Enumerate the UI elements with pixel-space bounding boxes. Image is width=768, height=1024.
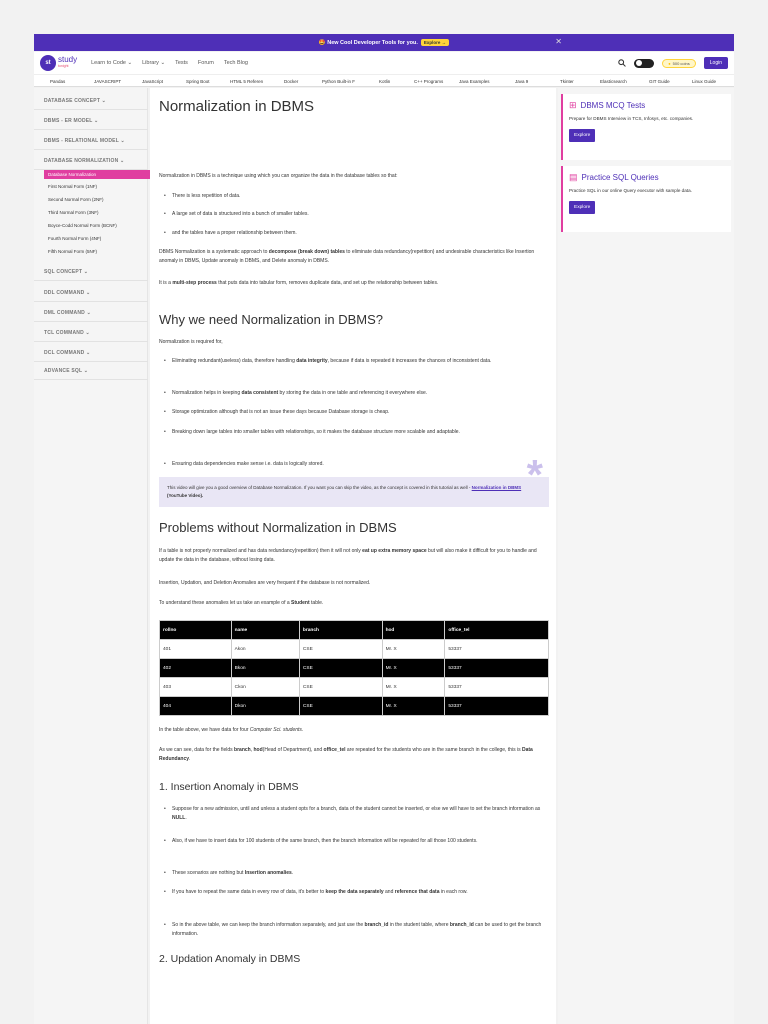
topic-link[interactable]: HTML 5 Referen <box>230 79 264 84</box>
list-item: • A large set of data is structured into a bunch of smaller tables. <box>164 210 549 219</box>
mcq-tests-card <box>561 94 731 160</box>
table-row: 404 Dkon CSE Mr. X 53337 <box>160 697 549 716</box>
top-navbar <box>34 52 734 74</box>
table-header: name <box>231 621 299 640</box>
search-icon[interactable] <box>618 59 626 67</box>
asterisk-icon: * <box>526 451 543 498</box>
topic-bar <box>34 74 734 87</box>
sidebar-section-ddl[interactable]: DDL COMMAND ⌄ <box>44 290 144 296</box>
nav-tech-blog[interactable]: Tech Blog <box>223 60 248 66</box>
topic-link[interactable]: Python Built-in F <box>322 79 356 84</box>
card-title[interactable]: Practice SQL Queries <box>581 173 659 182</box>
heading-updation-anomaly: 2. Updation Anomaly in DBMS <box>159 953 301 965</box>
page-title: Normalization in DBMS <box>159 98 315 115</box>
table-row: 402 Bkon CSE Mr. X 53337 <box>160 659 549 678</box>
student-table <box>159 620 549 716</box>
table-header: office_tel <box>445 621 549 640</box>
logo-mark: st <box>40 55 56 71</box>
list-item: • Breaking down large tables into smaller tables with relationships, so it makes the database structure more scalable and adaptable. <box>164 428 549 437</box>
grid-icon: ⊞ <box>569 100 577 110</box>
sidebar-section-sql-concept[interactable]: SQL CONCEPT ⌄ <box>44 269 144 275</box>
right-sidebar <box>558 88 734 1024</box>
heading-problems: Problems without Normalization in DBMS <box>159 520 397 535</box>
explore-mcq-button[interactable]: Explore <box>569 129 595 142</box>
sidebar-item-database-normalization[interactable]: Database Normalization <box>44 170 176 179</box>
sidebar-section-tcl[interactable]: TCL COMMAND ⌄ <box>44 330 144 336</box>
paragraph: Normalization is required for, <box>159 339 223 345</box>
explore-sql-button[interactable]: Explore <box>569 201 595 214</box>
nav-right-controls <box>618 57 728 69</box>
sidebar-section-normalization[interactable]: DATABASE NORMALIZATION ⌄ <box>44 158 144 164</box>
table-row: 403 Ckon CSE Mr. X 53337 <box>160 678 549 697</box>
topic-link[interactable]: JavaScript <box>142 79 164 84</box>
sidebar-item-3nf[interactable]: Third Normal Form (3NF) <box>48 210 99 215</box>
intro-paragraph: Normalization in DBMS is a technique using which you can organize the data in the database tables so that: <box>159 173 398 179</box>
topic-link[interactable]: Linux Guide <box>692 79 717 84</box>
topic-link[interactable]: Java 9 <box>515 79 529 84</box>
list-item: • There is less repetition of data. <box>164 192 549 201</box>
topic-link[interactable]: Elasticsearch <box>600 79 627 84</box>
close-icon[interactable]: ✕ <box>555 37 562 46</box>
logo-wordmark: study tonight <box>58 55 78 68</box>
sidebar-section-relational-model[interactable]: DBMS - RELATIONAL MODEL ⌄ <box>44 138 144 144</box>
article <box>150 88 556 1024</box>
topic-link[interactable]: JAVASCRIPT <box>94 79 122 84</box>
sidebar-section-database-concept[interactable]: DATABASE CONCEPT ⌄ <box>44 98 144 104</box>
list-item: • Normalization helps in keeping data consistent by storing the data in one table and referencing it everywhere else. <box>164 389 549 398</box>
list-item: • If you have to repeat the same data in every row of data, it's better to keep the data separately and reference that data in each row. <box>164 888 549 897</box>
paragraph: It is a multi-step process that puts data into tabular form, removes duplicate data, and set up the relationship between tables. <box>159 280 439 286</box>
sidebar-section-er-model[interactable]: DBMS - ER MODEL ⌄ <box>44 118 144 124</box>
sidebar-item-1nf[interactable]: First Normal Form (1NF) <box>48 184 97 189</box>
promo-explore-button[interactable]: Explore → <box>421 39 449 46</box>
card-description: Prepare for DBMS Interview in TCS, Infosys, etc. companies. <box>569 116 694 121</box>
table-header: branch <box>299 621 382 640</box>
sidebar-item-4nf[interactable]: Fourth Normal Form (4NF) <box>48 236 102 241</box>
promo-text: 🤩 New Cool Developer Tools for you. <box>318 39 418 46</box>
list-item: • Ensuring data dependencies make sense i.e. data is logically stored. <box>164 460 549 469</box>
topic-link[interactable]: Tkinter <box>560 79 574 84</box>
topic-link[interactable]: C++ Programs <box>414 79 444 84</box>
sidebar-item-5nf[interactable]: Fifth Normal Form (5NF) <box>48 249 98 254</box>
sidebar-item-bcnf[interactable]: Boyce-Codd Normal Form (BCNF) <box>48 223 117 228</box>
theme-toggle[interactable] <box>634 59 654 68</box>
topic-link[interactable]: Docker <box>284 79 299 84</box>
list-item: • Storage optimization although that is not an issue these days because Database storage is cheap. <box>164 408 549 417</box>
heading-why-normalization: Why we need Normalization in DBMS? <box>159 312 383 327</box>
list-item: • These scenarios are nothing but Insertion anomalies. <box>164 869 549 878</box>
paragraph: If a table is not properly normalized and has data redundancy(repetition) then it will not only eat up extra memory space but will also make it difficult for you to handle and update the data in the database, without losing data. <box>159 548 537 563</box>
site-logo[interactable] <box>40 55 77 71</box>
card-title[interactable]: DBMS MCQ Tests <box>580 101 646 110</box>
topic-link[interactable]: Spring Boot <box>186 79 210 84</box>
topic-link[interactable]: Java Examples <box>459 79 490 84</box>
paragraph: To understand these anomalies let us take an example of a Student table. <box>159 600 324 606</box>
topic-link[interactable]: Pandas <box>50 79 66 84</box>
card-description: Practice SQL in our online Query executor with sample data. <box>569 188 692 193</box>
left-sidebar <box>34 88 148 1024</box>
list-item: • Also, if we have to insert data for 100 students of the same branch, then the branch information will be repeated for all those 100 students. <box>164 837 549 846</box>
topic-link[interactable]: Kotlin <box>379 79 391 84</box>
table-header: hod <box>382 621 445 640</box>
paragraph: As we can see, data for the fields branch, hod(Head of Department), and office_tel are repeated for the students who are in the same branch in the college, this is Data Redundancy. <box>159 747 533 762</box>
sidebar-item-2nf[interactable]: Second Normal Form (2NF) <box>48 197 104 202</box>
login-button[interactable]: Login <box>704 57 728 69</box>
paragraph: DBMS Normalization is a systematic approach to decompose (break down) tables to eliminate data redundancy(repetition) and undesirable characteristics like Insertion anomaly in DBMS, Update anomaly in DBMS, and Delete anomaly in DBMS. <box>159 249 535 264</box>
sidebar-section-dcl[interactable]: DCL COMMAND ⌄ <box>44 350 144 356</box>
sidebar-section-dml[interactable]: DML COMMAND ⌄ <box>44 310 144 316</box>
sidebar-section-advance-sql[interactable]: ADVANCE SQL ⌄ <box>44 368 144 374</box>
heading-insertion-anomaly: 1. Insertion Anomaly in DBMS <box>159 781 299 793</box>
document-icon: ▤ <box>569 172 578 182</box>
video-link[interactable]: Normalization in DBMS <box>471 485 522 490</box>
nav-tests[interactable]: Tests <box>175 60 188 66</box>
video-note: This video will give you a good overview of Database Normalization. If you want you can skip the video, as the concept is covered in this tutorial as well - Normalization in DBMS (YouTube Video). * <box>159 477 549 507</box>
paragraph: Insertion, Updation, and Deletion Anomalies are very frequent if the database is not normalized. <box>159 580 371 586</box>
nav-library[interactable]: Library ⌄ <box>142 60 166 66</box>
nav-forum[interactable]: Forum <box>197 60 214 66</box>
nav-learn-to-code[interactable]: Learn to Code ⌄ <box>91 60 133 66</box>
sql-practice-card <box>561 166 731 232</box>
coins-badge[interactable]: ● 500 coins <box>662 59 696 68</box>
list-item: • Suppose for a new admission, until and unless a student opts for a branch, data of the student cannot be inserted, or else we will have to set the branch information as NULL. <box>164 805 549 823</box>
table-row: 401 Akon CSE Mr. X 53337 <box>160 640 549 659</box>
topic-link[interactable]: GIT Guide <box>649 79 670 84</box>
table-header: rollno <box>160 621 232 640</box>
promo-bar <box>34 34 734 51</box>
list-item: • So in the above table, we can keep the branch information separately, and just use the branch_id in the student table, where branch_id can be used to get the branch information. <box>164 921 549 939</box>
paragraph: In the table above, we have data for four Computer Sci. students. <box>159 727 304 733</box>
list-item: • Eliminating redundant(useless) data, therefore handling data integrity, because if data is repeated it increases the chances of inconsistent data. <box>164 357 549 366</box>
list-item: • and the tables have a proper relationship between them. <box>164 229 549 238</box>
